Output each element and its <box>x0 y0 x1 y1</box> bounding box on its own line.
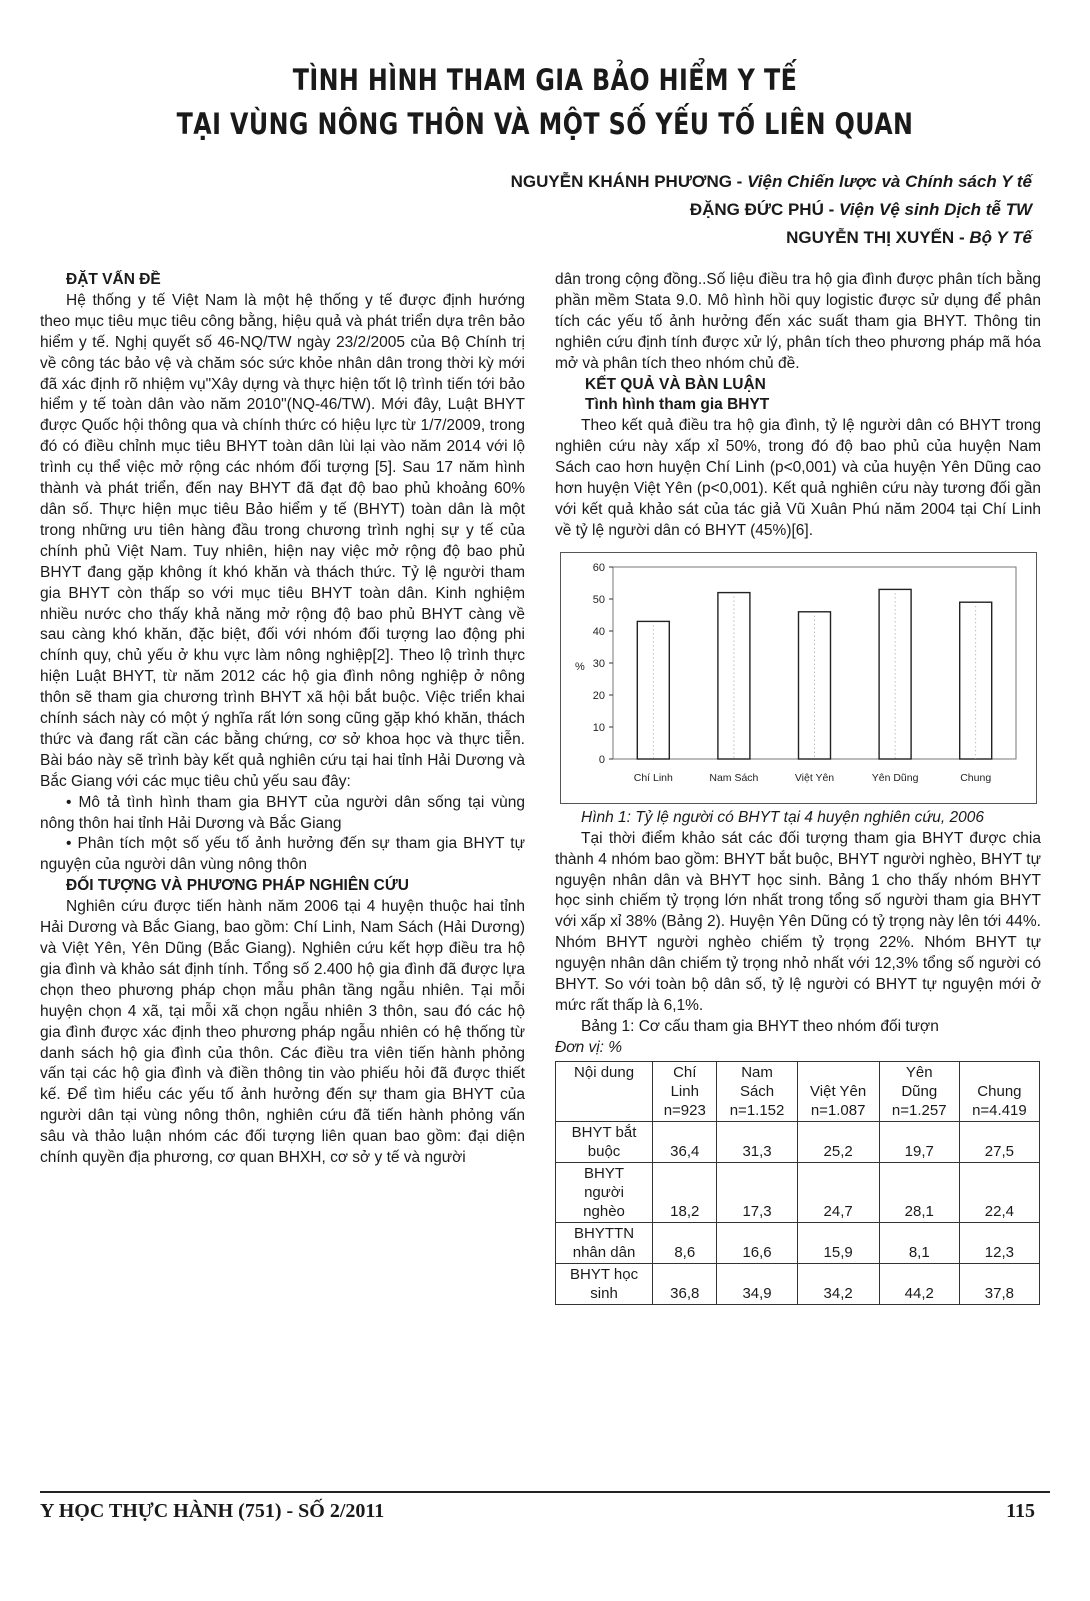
footer-rule <box>40 1491 1050 1493</box>
left-column <box>40 270 525 1169</box>
intro-paragraph: Hệ thống y tế Việt Nam là một hệ thống y tế được định hướng theo mục tiêu mục tiêu công bằng, hiệu quả và phát triển dựa trên bảo hiểm y tế. Nghị quyết số 46-NQ/TW ngày 23/2/2005 của Bộ Chính trị về công tác bảo vệ và chăm sóc sức khỏe nhân dân trong thời kỳ mới đã xác định rõ nhiệm vụ"Xây dựng và thực hiện tốt lộ trình tiến tới bảo hiểm y tế toàn dân vào năm 2010"(NQ-46/TW). Mới đây, Luật BHYT được Quốc hội thông qua và chính thức có hiệu lực từ 1/7/2009, trong đó có điều chỉnh mục tiêu BHYT toàn dân lùi lại vào năm 2014 với lộ trình cụ thể việc mở rộng các nhóm đối tượng [5]. Sau 17 năm hình thành và phát triển, đến nay BHYT đã đạt độ bao phủ khoảng 60% dân số. Thực hiện mục tiêu Bảo hiểm y tế (BHYT) toàn dân là một trong những ưu tiên hàng đầu trong chương trình nghị sự y tế của chính phủ Việt Nam. Tuy nhiên, hiện nay việc mở rộng độ bao phủ BHYT đang gặp không ít khó khăn và thách thức. Tỷ lệ người tham gia BHYT còn thấp so với mục tiêu BHYT toàn dân. Kinh nghiệm nhiều nước cho thấy khả năng mở rộng độ bao phủ BHYT càng về sau càng khó khăn, đặc biệt, đối với nhóm đối tượng lao động phi chính quy, chủ yếu ở khu vực làm nông nghiệp[2]. Theo lộ trình thực hiện Luật BHYT, từ năm 2012 các hộ gia đình nông nghiệp ở nông thôn sẽ tham gia chương trình BHYT xã hội bắt buộc. Việc triển khai chính sách này có một ý nghĩa rất lớn song cũng gặp khó khăn, thách thức và đang rất cần các bằng chứng, cơ sở khoa học và thực tiễn. Bài báo này sẽ trình bày kết quả nghiên cứu tại hai tỉnh Hải Dương và Bắc Giang với các mục tiêu chủ yếu sau đây: <box>40 291 525 790</box>
author-separator: - <box>823 200 839 219</box>
author-institution: Viện Vệ sinh Dịch tễ TW <box>838 200 1032 219</box>
methods-paragraph: Nghiên cứu được tiến hành năm 2006 tại 4 huyện thuộc hai tỉnh Hải Dương và Bắc Giang, bao gồm: Chí Linh, Nam Sách (Hải Dương) và Việt Yên, Yên Dũng (Bắc Giang). Nghiên cứu kết hợp điều tra hộ gia đình và khảo sát định tính. Tổng số 2.400 hộ gia đình đã được lựa chọn theo phương pháp chọn mẫu phân tầng ngẫu nhiên. Tại mỗi huyện chọn 4 xã, tại mỗi xã chọn ngẫu nhiên 3 thôn, sau đó các hộ gia đình được xác định theo phương pháp ngẫu nhiên có hệ thống từ danh sách hộ gia đình của thôn. Các điều tra viên tiến hành phỏng vấn tại các hộ gia đình và điền thông tin vào phiếu hỏi đã được thiết kế. Để tìm hiểu các yếu tố ảnh hưởng đến sự tham gia BHYT của người dân tại vùng nông thôn, nghiên cứu đã tiến hành phỏng vấn sâu và thảo luận nhóm các đối tượng liên quan bao gồm: đại diện chính quyền địa phương, cơ quan BHXH, cơ sở y tế và người <box>40 898 525 1167</box>
x-tick-label: Chí Linh <box>633 771 673 784</box>
row-label: BHYTTN nhân dân <box>556 1222 653 1263</box>
author-institution: Bộ Y Tế <box>969 228 1032 247</box>
y-axis-label: % <box>575 660 585 673</box>
results-paragraph-2: Tại thời điểm khảo sát các đối tượng tham gia BHYT được chia thành 4 nhóm bao gồm: BHYT bắt buộc, BHYT người nghèo, BHYT tự nguyện nhân dân và BHYT học sinh. Bảng 1 cho thấy nhóm BHYT học sinh chiếm tỷ trọng lớn nhất trong tổng số người tham gia BHYT với xấp xỉ 38% (Bảng 2). Huyện Yên Dũng có tỷ trọng này lên tới 44%. Nhóm BHYT người nghèo chiếm tỷ trọng 22%. Nhóm BHYT tự nguyện nhân dân chiếm tỷ trọng nhỏ nhất với 12,3% tổng số người có BHYT. So với toàn bộ dân số, tỷ lệ người có BHYT tự nguyện mới ở mức rất thấp là 6,1%. <box>555 829 1041 1014</box>
title-line-2: TẠI VÙNG NÔNG THÔN VÀ MỘT SỐ YẾU TỐ LIÊN QUAN <box>176 107 914 141</box>
figure-caption: Hình 1: Tỷ lệ người có BHYT tại 4 huyện nghiên cứu, 2006 <box>581 808 984 826</box>
table-body <box>556 1121 1040 1304</box>
y-tick-label: 10 <box>592 721 605 734</box>
y-tick-label: 0 <box>598 753 605 766</box>
author-line <box>511 168 1032 196</box>
x-tick-label: Chung <box>960 771 992 784</box>
table-header-cell: Yên Dũng n=1.257 <box>879 1061 959 1121</box>
y-tick-label: 50 <box>592 593 605 606</box>
table-cell: 36,8 <box>653 1263 717 1304</box>
table-header-cell: Nam Sách n=1.152 <box>717 1061 797 1121</box>
author-list <box>511 168 1032 252</box>
row-label: BHYT người nghèo <box>556 1162 653 1222</box>
section-heading-results: KẾT QUẢ VÀ BÀN LUẬN <box>585 375 766 393</box>
coverage-bar-chart <box>560 552 1037 804</box>
objective-bullet-1: • Mô tả tình hình tham gia BHYT của người dân sống tại vùng nông thôn hai tỉnh Hải Dương và Bắc Giang <box>40 793 525 832</box>
objective-bullet-2: • Phân tích một số yếu tố ảnh hưởng đến sự tham gia BHYT tự nguyện của người dân vùng nông thôn <box>40 835 525 874</box>
results-paragraph: Theo kết quả điều tra hộ gia đình, tỷ lệ người dân có BHYT trong nghiên cứu này xấp xỉ 50%, trong đó độ bao phủ của huyện Nam Sách cao hơn huyện Chí Linh (p<0,001) và của huyện Yên Dũng cao hơn huyện Việt Yên (p<0,001). Kết quả nghiên cứu này tương đối gần với kết quả khảo sát của tác giả Vũ Xuân Phú năm 2004 tại Chí Linh về tỷ lệ người dân có BHYT (45%)[6]. <box>555 417 1041 539</box>
table-cell: 22,4 <box>959 1162 1039 1222</box>
table-unit: Đơn vị: % <box>555 1038 623 1056</box>
x-tick-label: Việt Yên <box>794 771 835 784</box>
row-label: BHYT bắt buộc <box>556 1121 653 1162</box>
table-cell: 27,5 <box>959 1121 1039 1162</box>
table-cell: 24,7 <box>797 1162 879 1222</box>
author-line <box>511 224 1032 252</box>
table-cell: 31,3 <box>717 1121 797 1162</box>
right-column <box>555 270 1041 1305</box>
table-header-cell: Việt Yên n=1.087 <box>797 1061 879 1121</box>
table-row <box>556 1121 1040 1162</box>
table-row <box>556 1222 1040 1263</box>
table-cell: 28,1 <box>879 1162 959 1222</box>
table-cell: 8,1 <box>879 1222 959 1263</box>
author-separator: - <box>731 172 748 191</box>
table-cell: 17,3 <box>717 1162 797 1222</box>
table-cell: 37,8 <box>959 1263 1039 1304</box>
author-name: NGUYỄN THỊ XUYẾN <box>786 228 955 247</box>
author-separator: - <box>954 228 970 247</box>
author-name: NGUYỄN KHÁNH PHƯƠNG <box>510 172 732 191</box>
table-header-cell: Chung n=4.419 <box>959 1061 1039 1121</box>
author-line <box>511 196 1032 224</box>
section-heading-introduction: ĐẶT VẤN ĐỀ <box>66 271 161 288</box>
section-heading-methods: ĐỐI TƯỢNG VÀ PHƯƠNG PHÁP NGHIÊN CỨU <box>66 877 409 895</box>
article-title <box>98 58 992 146</box>
bar <box>960 602 992 759</box>
y-tick-label: 60 <box>592 561 605 574</box>
y-tick-label: 30 <box>592 657 605 670</box>
table-caption: Bảng 1: Cơ cấu tham gia BHYT theo nhóm đối tượn <box>581 1017 939 1035</box>
table-cell: 25,2 <box>797 1121 879 1162</box>
chart-svg <box>561 553 1036 803</box>
author-institution: Viện Chiến lược và Chính sách Y tế <box>747 172 1032 191</box>
table-cell: 12,3 <box>959 1222 1039 1263</box>
table-cell: 36,4 <box>653 1121 717 1162</box>
table-cell: 34,9 <box>717 1263 797 1304</box>
x-tick-label: Yên Dũng <box>871 771 919 784</box>
subheading-participation: Tình hình tham gia BHYT <box>585 396 770 414</box>
y-tick-label: 40 <box>592 625 605 638</box>
table-cell: 15,9 <box>797 1222 879 1263</box>
y-tick-label: 20 <box>592 689 605 702</box>
table-header-cell: Chí Linh n=923 <box>653 1061 717 1121</box>
table-cell: 8,6 <box>653 1222 717 1263</box>
bar <box>799 612 831 759</box>
table-cell: 19,7 <box>879 1121 959 1162</box>
table-cell: 18,2 <box>653 1162 717 1222</box>
table-row <box>556 1162 1040 1222</box>
methods-paragraph-continued: dân trong cộng đồng..Số liệu điều tra hộ gia đình được phân tích bằng phần mềm Stata 9.0. Mô hình hồi quy logistic được sử dụng để phân tích các yếu tố ảnh hưởng đến xác suất tham gia BHYT. Thông tin nghiên cứu định tính được xử lý, phân tích theo phương pháp mã hóa mở và phân tích theo nhóm chủ đề. <box>555 271 1041 372</box>
page-number: 115 <box>1006 1500 1035 1522</box>
row-label: BHYT học sinh <box>556 1263 653 1304</box>
author-name: ĐẶNG ĐỨC PHÚ <box>689 200 824 219</box>
table-cell: 34,2 <box>797 1263 879 1304</box>
table-row <box>556 1263 1040 1304</box>
table-header-cell: Nội dung <box>556 1061 653 1121</box>
participation-table <box>555 1061 1040 1305</box>
table-header-row <box>556 1061 1040 1121</box>
title-line-1: TÌNH HÌNH THAM GIA BẢO HIỂM Y TẾ <box>292 63 798 97</box>
table-cell: 16,6 <box>717 1222 797 1263</box>
journal-name: Y HỌC THỰC HÀNH (751) - SỐ 2/2011 <box>40 1500 385 1522</box>
x-tick-label: Nam Sách <box>709 771 759 784</box>
table-cell: 44,2 <box>879 1263 959 1304</box>
